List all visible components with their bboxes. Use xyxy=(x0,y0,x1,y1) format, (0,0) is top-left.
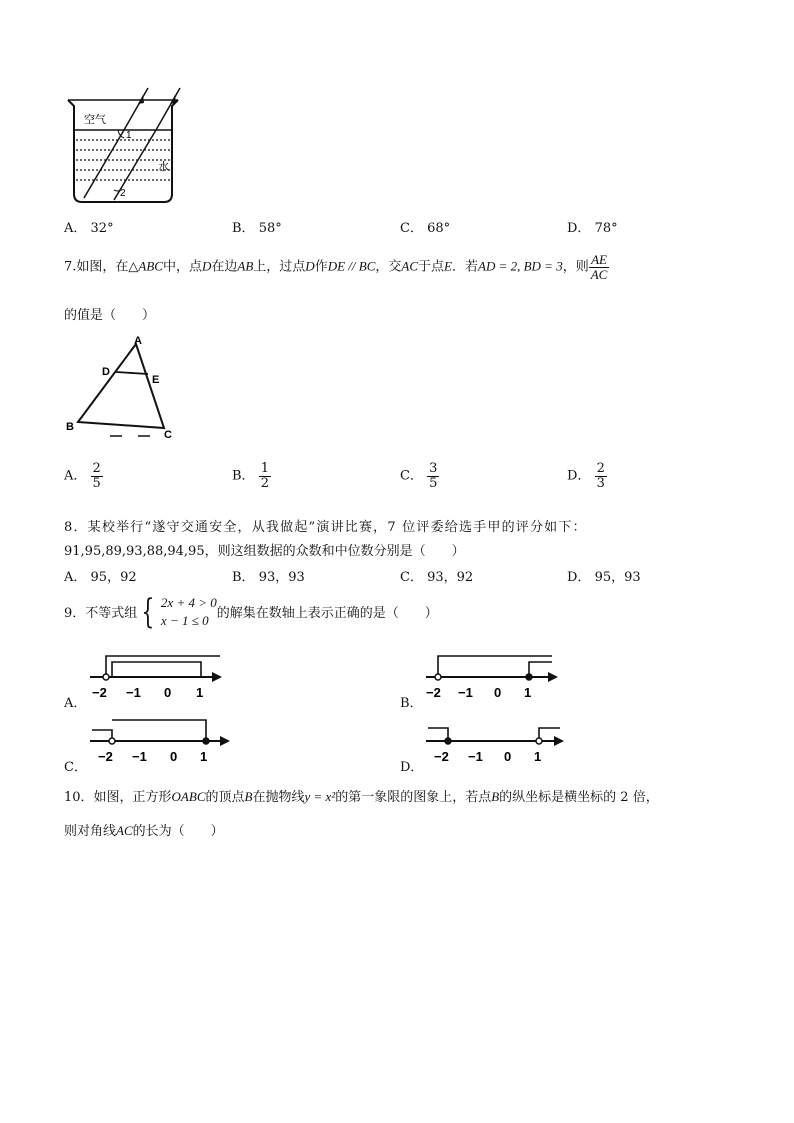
q9-stem: 9．不等式组 { 2x + 4 > 0 x − 1 ≤ 0 的解集在数轴上表示正确的是（ ） xyxy=(64,591,438,632)
refraction-beaker-figure xyxy=(60,86,190,206)
label-air: 空气 xyxy=(84,114,106,126)
q9-option-a-label[interactable]: A． xyxy=(64,696,87,711)
svg-text:1: 1 xyxy=(200,749,208,764)
label-a: A xyxy=(134,336,142,347)
svg-text:−2: −2 xyxy=(98,749,113,764)
q8-stem-line1: 8．某校举行“遂守交通安全，从我做起”演讲比赛，7 位评委给选手甲的评分如下： xyxy=(64,520,587,535)
label-water: 水 xyxy=(158,161,169,173)
q9-option-d-label[interactable]: D． xyxy=(400,760,424,775)
svg-text:0: 0 xyxy=(164,685,172,700)
svg-text:1: 1 xyxy=(524,685,532,700)
q8-option-c[interactable]: C． 93，92 xyxy=(400,570,474,585)
svg-text:0: 0 xyxy=(494,685,502,700)
svg-text:0: 0 xyxy=(170,749,178,764)
q7-option-b[interactable]: B． $\frac{1}{2}$ xyxy=(232,461,269,491)
triangle-figure xyxy=(62,336,192,444)
svg-text:−1: −1 xyxy=(132,749,147,764)
label-angle1: 1 xyxy=(126,130,132,141)
q7-option-a[interactable]: A． $\frac{2}{5}$ xyxy=(64,461,101,491)
q8-option-b[interactable]: B． 93，93 xyxy=(232,570,305,585)
number-line-b[interactable] xyxy=(424,650,564,700)
q7-option-c[interactable]: C． $\frac{3}{5}$ xyxy=(400,461,438,491)
svg-text:−2: −2 xyxy=(426,685,441,700)
q6-option-d[interactable]: D． 78° xyxy=(567,221,618,236)
q6-option-b[interactable]: B． 58° xyxy=(232,221,282,236)
label-e: E xyxy=(152,374,160,386)
label-c: C xyxy=(164,429,172,441)
label-b: B xyxy=(66,421,74,433)
q9-option-c-label[interactable]: C． xyxy=(64,760,87,775)
svg-text:1: 1 xyxy=(196,685,204,700)
q10-stem-line2: 则对角线AC的长为（ ） xyxy=(64,823,224,839)
q7-stem-line2: 的值是（ ） xyxy=(64,308,156,323)
q9-option-b-label[interactable]: B． xyxy=(400,696,423,711)
svg-text:0: 0 xyxy=(504,749,512,764)
q7-fraction: $\frac{AE}{AC}$ xyxy=(590,252,608,282)
q8-option-d[interactable]: D． 95，93 xyxy=(567,570,641,585)
q7-option-d[interactable]: D． $\frac{2}{3}$ xyxy=(567,461,605,491)
number-line-d[interactable] xyxy=(424,714,572,764)
q8-stem-line2: 91,95,89,93,88,94,95，则这组数据的众数和中位数分别是（ ） xyxy=(64,544,465,559)
svg-text:−1: −1 xyxy=(458,685,473,700)
label-d: D xyxy=(102,366,110,378)
q7-stem: 7.如图，在△ABC中，点D在边AB上，过点D作DE // BC，交AC于点E．若AD = 2, BD = 3，则 $\frac{AE}{AC}$ xyxy=(64,252,608,282)
svg-text:−2: −2 xyxy=(434,749,449,764)
svg-text:−2: −2 xyxy=(92,685,107,700)
q6-option-a[interactable]: A． 32° xyxy=(64,221,114,236)
svg-text:−1: −1 xyxy=(468,749,483,764)
number-line-a[interactable] xyxy=(88,650,228,700)
svg-text:1: 1 xyxy=(534,749,542,764)
inequality-system: { 2x + 4 > 0 x − 1 ≤ 0 xyxy=(141,591,217,632)
q8-option-a[interactable]: A． 95，92 xyxy=(64,570,137,585)
label-angle2: 2 xyxy=(120,188,126,199)
svg-text:−1: −1 xyxy=(126,685,141,700)
q10-stem-line1: 10．如图，正方形OABC的顶点B在抛物线y = x²的第一象限的图象上，若点B的纵坐标是横坐标的 2 倍， xyxy=(64,789,659,805)
q6-option-c[interactable]: C． 68° xyxy=(400,221,451,236)
number-line-c[interactable] xyxy=(88,714,236,764)
